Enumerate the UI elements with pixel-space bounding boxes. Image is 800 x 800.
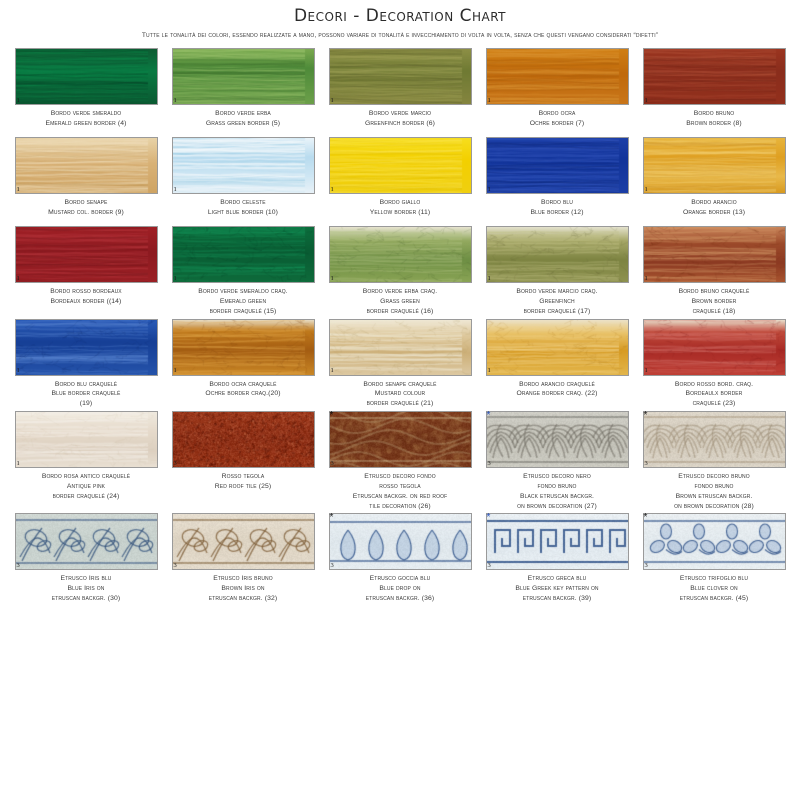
swatch-texture	[487, 49, 628, 104]
decoration-item	[483, 319, 631, 410]
color-swatch[interactable]	[329, 319, 472, 376]
color-swatch[interactable]	[329, 226, 472, 283]
caption-line: Blue drop on	[379, 585, 421, 593]
caption-line: Bordo rosso bordeaux	[50, 288, 122, 295]
caption-line: Brown border	[691, 297, 737, 305]
caption-line: Blue border (12)	[530, 208, 584, 216]
swatch-group-number: 1	[16, 96, 20, 104]
decoration-item	[640, 319, 788, 410]
swatch-caption	[328, 472, 473, 511]
swatch-texture	[330, 412, 471, 467]
color-swatch[interactable]	[486, 137, 629, 194]
caption-line: Etrusco Iris bruno	[213, 575, 273, 583]
swatch-texture	[644, 320, 785, 375]
swatch-texture	[330, 138, 471, 193]
swatch-group-number: 1	[16, 185, 20, 193]
color-swatch[interactable]	[15, 137, 158, 194]
swatch-wrapper	[486, 411, 629, 468]
swatch-wrapper	[329, 48, 472, 105]
decoration-item	[640, 48, 788, 135]
color-swatch[interactable]	[486, 48, 629, 105]
caption-line: Etrusco Iris blu	[60, 575, 112, 583]
color-swatch[interactable]	[486, 226, 629, 283]
swatch-wrapper	[172, 226, 315, 283]
color-swatch[interactable]	[486, 319, 629, 376]
swatch-caption	[642, 109, 787, 135]
caption-line: Blue clover on	[690, 585, 738, 593]
caption-line: (19)	[79, 400, 93, 408]
caption-line: Etrusco decoro nero	[523, 473, 591, 481]
caption-line: Yellow border (11)	[369, 208, 431, 216]
caption-line: border craquelé (17)	[523, 307, 591, 315]
color-swatch[interactable]	[643, 513, 786, 570]
caption-line: etruscan backgr. (45)	[679, 595, 749, 603]
caption-line: Bordo verde marcio craq.	[516, 288, 598, 295]
caption-line: etruscan backgr. (39)	[522, 595, 592, 603]
decoration-item	[483, 411, 631, 511]
swatch-texture	[487, 320, 628, 375]
swatch-caption	[485, 472, 630, 511]
swatch-group-number: 1	[644, 274, 648, 282]
swatch-caption	[642, 198, 787, 224]
caption-line: tile decoration (26)	[369, 502, 431, 510]
swatch-texture	[173, 514, 314, 569]
caption-line: Black etruscan backgr.	[519, 492, 595, 500]
swatch-wrapper	[172, 411, 315, 468]
swatch-texture	[330, 514, 471, 569]
color-swatch[interactable]	[172, 226, 315, 283]
caption-line: Etrusco decoro fondo	[364, 473, 436, 481]
caption-line: Bordo rosso bord. craq.	[674, 380, 754, 388]
caption-line: Bordo rosa antico craquelé	[41, 473, 131, 481]
decoration-item	[169, 411, 317, 511]
caption-line: Greenfinch	[539, 297, 575, 305]
swatch-caption	[14, 574, 159, 604]
swatch-group-number: 1	[487, 274, 491, 282]
caption-line: Orange border craq. (22)	[516, 390, 598, 398]
swatch-wrapper	[172, 48, 315, 105]
swatch-texture	[173, 49, 314, 104]
swatch-group-number: 1	[173, 367, 177, 375]
page-title: Decori - Decoration Chart	[293, 6, 507, 26]
swatch-caption	[171, 574, 316, 604]
caption-line: Antique pink	[66, 482, 106, 490]
decoration-item	[12, 513, 160, 604]
swatch-caption	[485, 574, 630, 604]
page-subtitle: Tutte le tonalità dei colori, essendo realizzate a mano, possono variare di tonalità e invecchiamento di volta in volta, senza che questi vengano considerati “difetti”	[141, 32, 659, 39]
caption-line: Brown Iris on	[221, 585, 265, 593]
swatch-texture	[644, 412, 785, 467]
swatch-caption	[642, 574, 787, 604]
color-swatch[interactable]	[172, 513, 315, 570]
swatch-texture	[644, 49, 785, 104]
decoration-item	[12, 411, 160, 511]
swatch-wrapper	[643, 137, 786, 194]
swatch-group-number: 1	[330, 185, 334, 193]
swatch-wrapper	[486, 226, 629, 283]
swatch-wrapper	[172, 513, 315, 570]
caption-line: fondo bruno	[537, 482, 577, 490]
decoration-item	[12, 226, 160, 317]
caption-line: Bordeaux border ((14)	[50, 297, 122, 305]
asterisk-marker-icon: *	[643, 512, 648, 524]
caption-line: Mustard col. border (9)	[48, 208, 124, 216]
caption-line: craquelé (18)	[692, 307, 736, 315]
swatch-texture	[487, 138, 628, 193]
color-swatch[interactable]	[329, 513, 472, 570]
swatch-caption	[485, 380, 630, 406]
decoration-item	[326, 226, 474, 317]
swatch-texture	[16, 412, 157, 467]
color-swatch[interactable]	[486, 513, 629, 570]
swatch-texture	[487, 412, 628, 467]
asterisk-marker-icon: *	[486, 512, 491, 524]
swatch-wrapper	[486, 319, 629, 376]
swatch-caption	[14, 109, 159, 135]
decoration-item	[169, 137, 317, 224]
decoration-item	[12, 319, 160, 410]
swatch-group-number: 1	[173, 274, 177, 282]
swatch-group-number: 1	[173, 96, 177, 104]
color-swatch[interactable]	[15, 226, 158, 283]
color-swatch[interactable]	[172, 319, 315, 376]
caption-line: Bordo senape craquelé	[363, 380, 437, 388]
swatch-caption	[485, 198, 630, 224]
swatch-texture	[173, 320, 314, 375]
caption-line: Bordo verde smeraldo	[50, 110, 122, 117]
swatch-caption	[485, 109, 630, 135]
caption-line: Bordeaulx border	[685, 390, 743, 398]
caption-line: Bordo senape	[64, 199, 108, 206]
swatch-caption	[328, 287, 473, 317]
caption-line: Greenfinch border (6)	[364, 119, 436, 127]
caption-line: rosso tegola	[379, 482, 421, 490]
swatch-wrapper	[643, 226, 786, 283]
swatch-wrapper	[486, 513, 629, 570]
swatch-wrapper	[643, 411, 786, 468]
decoration-item	[483, 137, 631, 224]
swatch-texture	[16, 514, 157, 569]
caption-line: Brown border (8)	[686, 119, 742, 127]
color-swatch[interactable]	[643, 226, 786, 283]
decoration-item	[169, 226, 317, 317]
decoration-item	[12, 48, 160, 135]
swatch-group-number: 1	[487, 96, 491, 104]
caption-line: Ochre border (7)	[529, 119, 585, 127]
swatch-group-number: 3	[644, 561, 648, 569]
swatch-texture	[330, 227, 471, 282]
color-swatch[interactable]	[15, 411, 158, 468]
decoration-item	[169, 319, 317, 410]
swatch-texture	[644, 514, 785, 569]
color-swatch[interactable]	[329, 411, 472, 468]
caption-line: craquelé (23)	[692, 400, 736, 408]
swatch-group-number: 1	[16, 459, 20, 467]
caption-line: Bordo celeste	[220, 199, 266, 206]
swatch-caption	[642, 380, 787, 410]
swatch-texture	[173, 227, 314, 282]
swatch-texture	[173, 138, 314, 193]
caption-line: etruscan backgr. (30)	[51, 595, 121, 603]
caption-line: Bordo verde marcio	[368, 110, 432, 117]
decoration-item	[169, 513, 317, 604]
swatch-group-number: 1	[644, 96, 648, 104]
color-swatch[interactable]	[643, 319, 786, 376]
decoration-item	[326, 513, 474, 604]
caption-line: Etrusco goccia blu	[369, 575, 431, 583]
color-swatch[interactable]	[172, 411, 315, 468]
swatch-caption	[485, 287, 630, 317]
color-swatch[interactable]	[172, 48, 315, 105]
color-swatch[interactable]	[329, 48, 472, 105]
color-swatch[interactable]	[15, 319, 158, 376]
swatch-wrapper	[15, 319, 158, 376]
caption-line: fondo bruno	[694, 482, 734, 490]
swatch-wrapper	[172, 319, 315, 376]
swatch-group-number: 3	[644, 459, 648, 467]
color-swatch[interactable]	[486, 411, 629, 468]
swatch-caption	[328, 109, 473, 135]
caption-line: Mustard colour	[374, 390, 426, 398]
swatch-caption	[642, 287, 787, 317]
caption-line: Emerald green	[219, 297, 267, 305]
caption-line: border craquelé (15)	[209, 307, 277, 315]
swatch-texture	[16, 49, 157, 104]
swatch-texture	[644, 138, 785, 193]
swatch-wrapper	[486, 137, 629, 194]
caption-line: Light blue border (10)	[207, 208, 279, 216]
swatch-wrapper	[329, 319, 472, 376]
swatch-texture	[487, 514, 628, 569]
swatch-group-number: 3	[487, 459, 491, 467]
swatch-wrapper	[329, 513, 472, 570]
caption-line: Red roof tile (25)	[214, 482, 272, 490]
swatch-group-number: 1	[16, 367, 20, 375]
caption-line: Orange border (13)	[682, 208, 746, 216]
caption-line: Emerald green border (4)	[45, 119, 127, 127]
swatch-wrapper	[15, 513, 158, 570]
swatch-grid	[12, 48, 788, 604]
decoration-item	[640, 137, 788, 224]
swatch-texture	[330, 49, 471, 104]
swatch-caption	[642, 472, 787, 511]
caption-line: Etrusco decoro bruno	[678, 473, 750, 481]
swatch-group-number: 3	[330, 459, 334, 467]
swatch-wrapper	[15, 411, 158, 468]
swatch-caption	[14, 472, 159, 502]
caption-line: Rosso tegola	[221, 473, 265, 481]
swatch-caption	[328, 574, 473, 604]
swatch-wrapper	[329, 137, 472, 194]
decoration-item	[640, 513, 788, 604]
swatch-texture	[16, 138, 157, 193]
swatch-wrapper	[15, 48, 158, 105]
decoration-item	[326, 137, 474, 224]
swatch-wrapper	[643, 319, 786, 376]
swatch-wrapper	[329, 411, 472, 468]
caption-line: etruscan backgr. (32)	[208, 595, 278, 603]
decoration-item	[640, 226, 788, 317]
swatch-caption	[328, 198, 473, 224]
caption-line: etruscan backgr. (36)	[365, 595, 435, 603]
decoration-item	[326, 411, 474, 511]
swatch-group-number: 3	[487, 561, 491, 569]
swatch-texture	[644, 227, 785, 282]
swatch-caption	[171, 109, 316, 135]
swatch-group-number: 1	[644, 367, 648, 375]
swatch-wrapper	[15, 226, 158, 283]
swatch-group-number: 1	[330, 274, 334, 282]
caption-line: border craquelé (21)	[366, 400, 434, 408]
asterisk-marker-icon: *	[643, 410, 648, 422]
caption-line: Bordo giallo	[379, 199, 421, 206]
asterisk-marker-icon: *	[329, 410, 334, 422]
swatch-texture	[330, 320, 471, 375]
caption-line: on brown decoration (28)	[674, 502, 754, 510]
color-swatch[interactable]	[15, 513, 158, 570]
caption-line: Brown etruscan backgr.	[675, 492, 753, 500]
decoration-item	[640, 411, 788, 511]
swatch-group-number: 1	[487, 185, 491, 193]
caption-line: Blue border craquelé	[51, 390, 121, 398]
decoration-item	[326, 48, 474, 135]
caption-line: Bordo arancio	[691, 199, 737, 206]
caption-line: Bordo blu craquelé	[54, 380, 118, 388]
caption-line: border craquelé (16)	[366, 307, 434, 315]
swatch-wrapper	[486, 48, 629, 105]
caption-line: Bordo verde smeraldo craq.	[198, 288, 288, 295]
swatch-caption	[328, 380, 473, 410]
caption-line: Blue Greek key pattern on	[515, 585, 599, 593]
swatch-group-number: 1	[173, 185, 177, 193]
swatch-wrapper	[643, 48, 786, 105]
caption-line: Grass green	[380, 297, 420, 305]
caption-line: Bordo ocra	[538, 110, 576, 117]
decoration-item	[483, 513, 631, 604]
swatch-caption	[171, 380, 316, 406]
caption-line: Bordo bruno	[693, 110, 735, 117]
asterisk-marker-icon: *	[486, 410, 491, 422]
caption-line: Bordo bruno craquelé	[678, 288, 750, 295]
swatch-caption	[171, 198, 316, 224]
caption-line: Etrusco trifoglio blu	[679, 575, 749, 583]
color-swatch[interactable]	[643, 48, 786, 105]
swatch-group-number: 3	[173, 561, 177, 569]
swatch-group-number: 1	[16, 274, 20, 282]
caption-line: Blue Iris on	[67, 585, 105, 593]
decoration-item	[12, 137, 160, 224]
swatch-wrapper	[329, 226, 472, 283]
color-swatch[interactable]	[643, 411, 786, 468]
swatch-texture	[16, 320, 157, 375]
swatch-group-number: 1	[644, 185, 648, 193]
swatch-texture	[487, 227, 628, 282]
caption-line: Etruscan backgr. on red roof	[352, 492, 448, 500]
swatch-caption	[171, 472, 316, 498]
decoration-item	[169, 48, 317, 135]
decoration-item	[483, 48, 631, 135]
caption-line: Ochre border craq.(20)	[205, 390, 281, 398]
caption-line: Bordo blu	[540, 199, 574, 206]
swatch-caption	[171, 287, 316, 317]
caption-line: Bordo ocra craquelé	[209, 380, 277, 388]
swatch-group-number: 3	[173, 459, 177, 467]
color-swatch[interactable]	[172, 137, 315, 194]
asterisk-marker-icon: *	[329, 512, 334, 524]
swatch-wrapper	[15, 137, 158, 194]
decoration-item	[326, 319, 474, 410]
caption-line: Bordo verde erba	[215, 110, 271, 117]
swatch-wrapper	[643, 513, 786, 570]
swatch-group-number: 1	[487, 367, 491, 375]
swatch-caption	[14, 287, 159, 313]
swatch-texture	[16, 227, 157, 282]
swatch-caption	[14, 380, 159, 410]
swatch-texture	[173, 412, 314, 467]
caption-line: Grass green border (5)	[205, 119, 281, 127]
caption-line: on brown decoration (27)	[517, 502, 597, 510]
caption-line: Etrusco greca blu	[527, 575, 587, 583]
swatch-group-number: 1	[330, 96, 334, 104]
color-swatch[interactable]	[15, 48, 158, 105]
caption-line: Bordo arancio craquelé	[519, 380, 595, 388]
caption-line: border craquelé (24)	[52, 492, 120, 500]
decoration-item	[483, 226, 631, 317]
swatch-group-number: 3	[16, 561, 20, 569]
swatch-group-number: 3	[330, 561, 334, 569]
swatch-group-number: 1	[330, 367, 334, 375]
caption-line: Bordo verde erba craq.	[362, 288, 438, 295]
swatch-wrapper	[172, 137, 315, 194]
color-swatch[interactable]	[329, 137, 472, 194]
color-swatch[interactable]	[643, 137, 786, 194]
swatch-caption	[14, 198, 159, 224]
